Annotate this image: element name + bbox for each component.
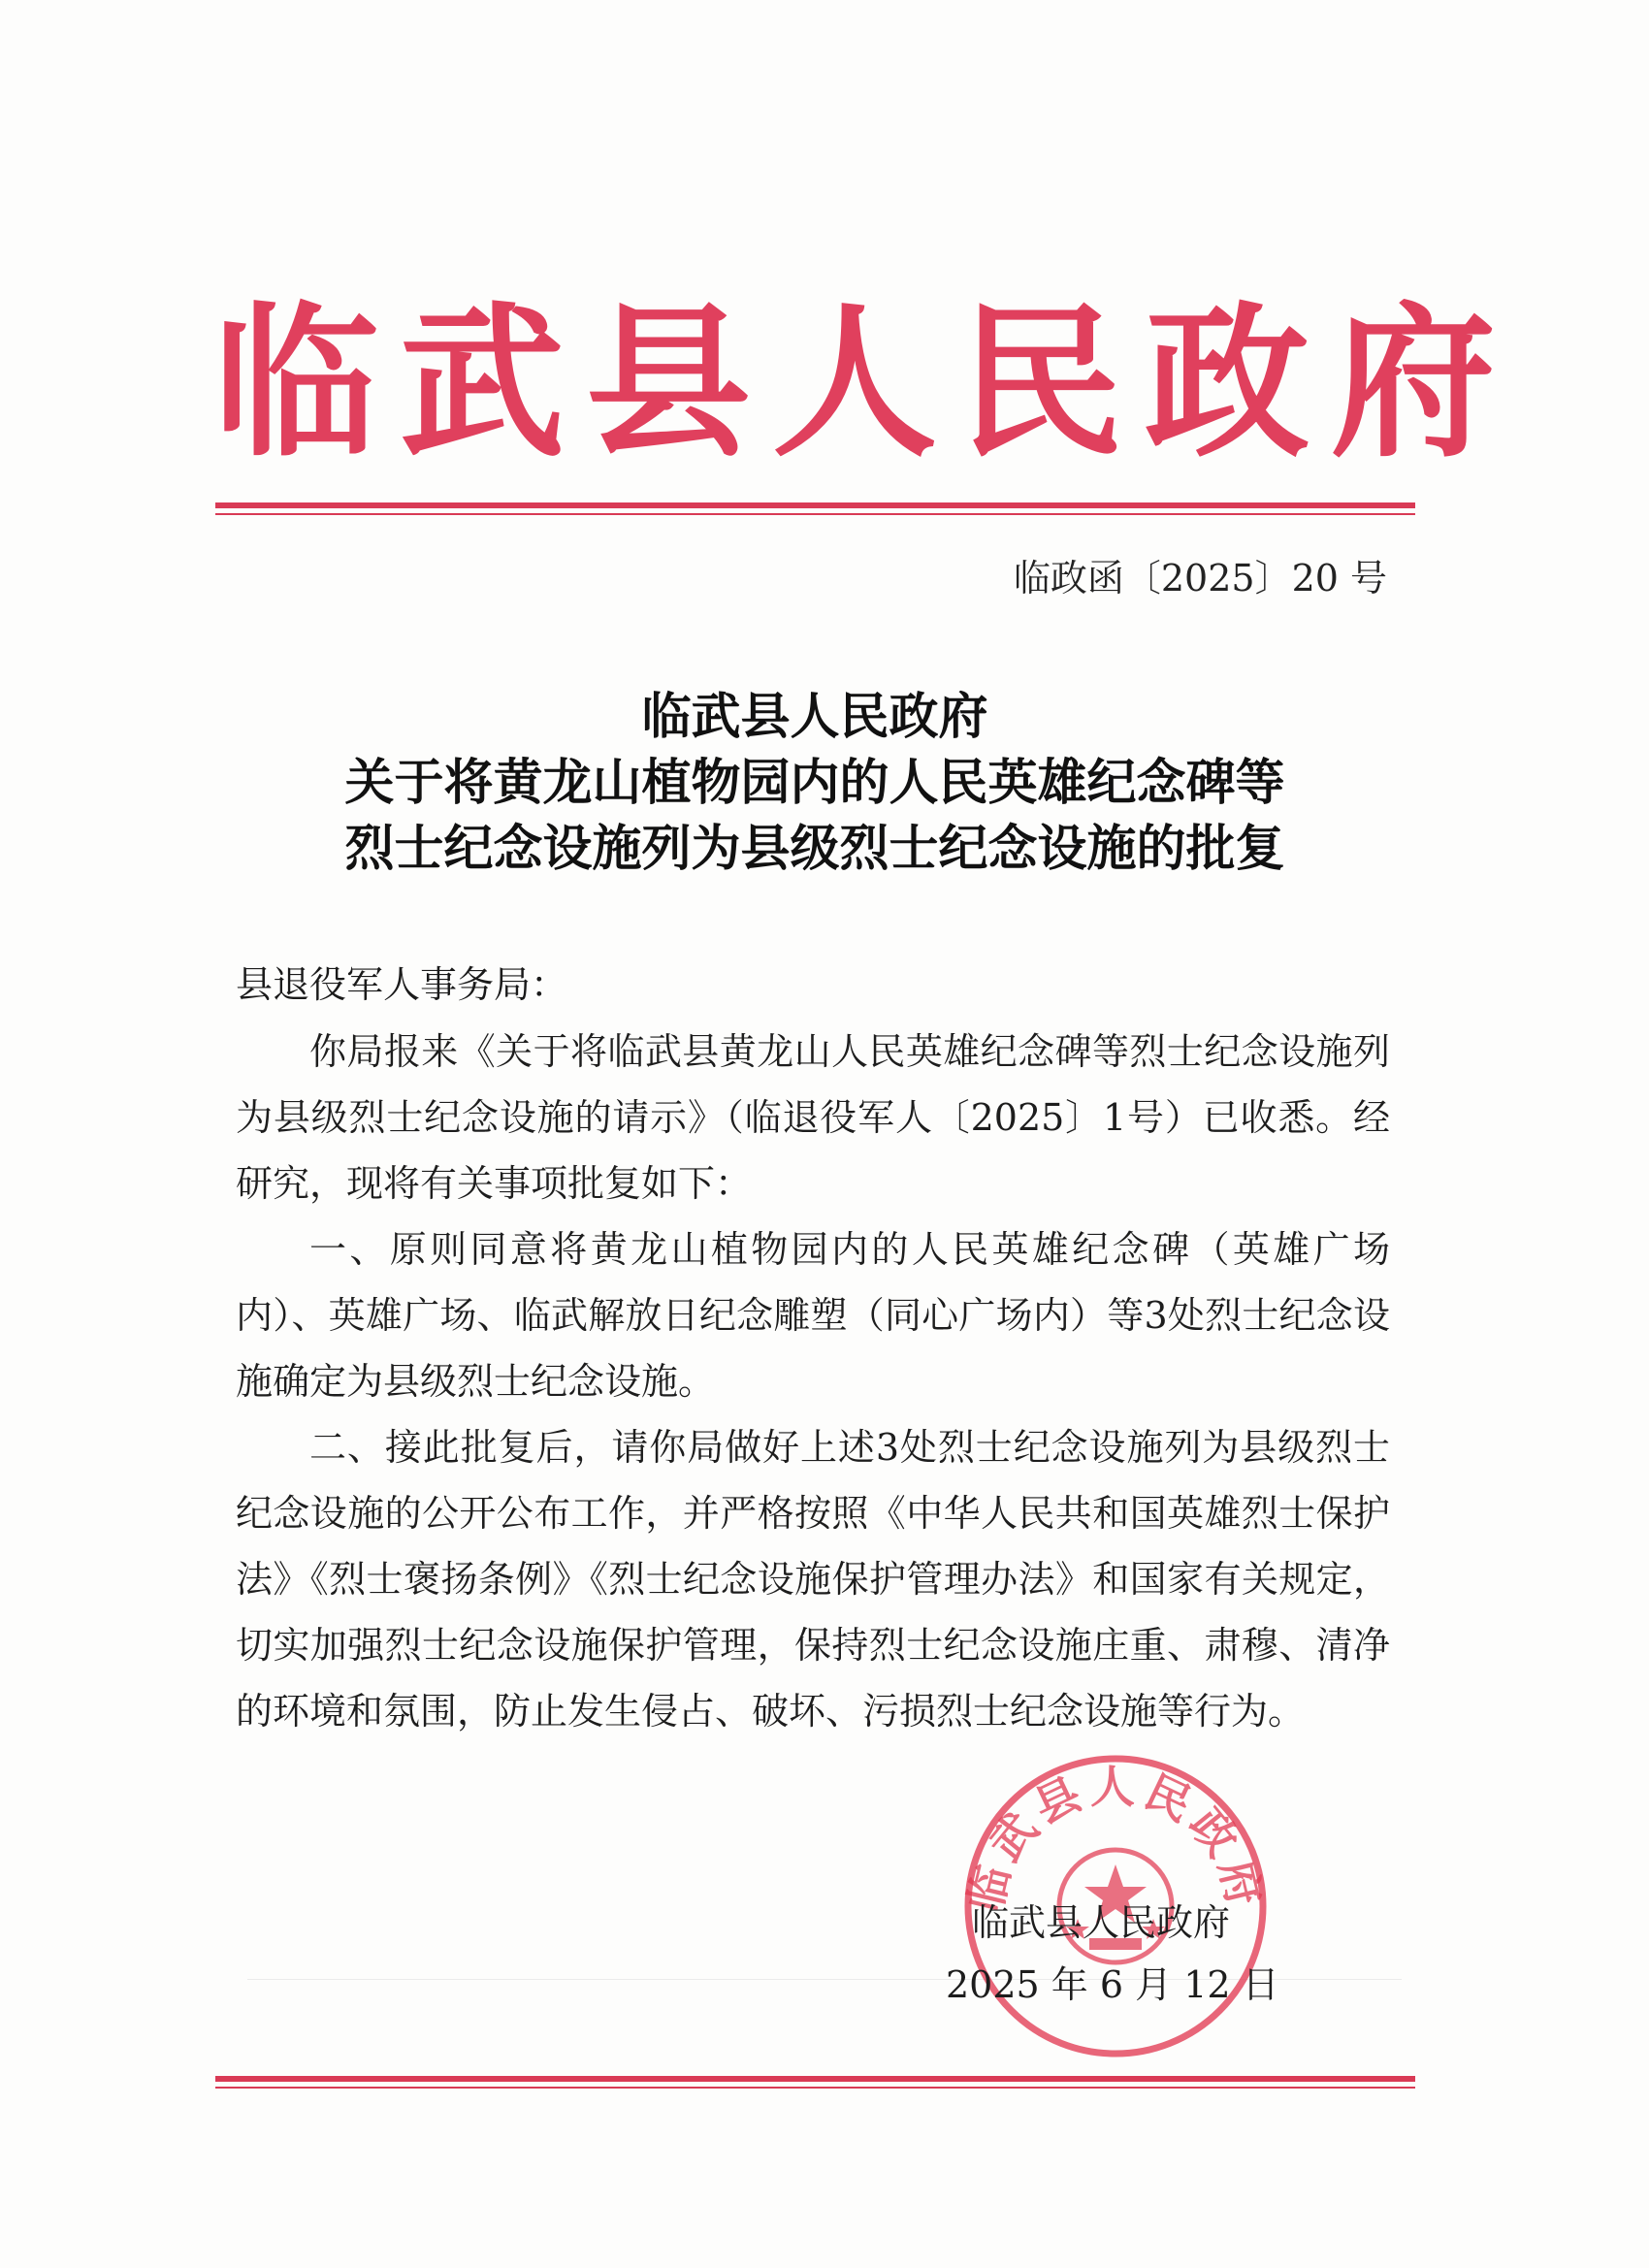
document-title	[223, 684, 1406, 882]
document-number: 临政函〔2025〕20 号	[1013, 557, 1387, 599]
masthead-title: 临武县人民政府	[213, 286, 1518, 480]
signature-org: 临武县人民政府	[971, 1901, 1230, 1944]
paragraph-intro: 你局报来《关于将临武县黄龙山人民英雄纪念碑等烈士纪念设施列为县级烈士纪念设施的请示》（临退役军人〔2025〕1号）已收悉。经研究，现将有关事项批复如下：	[236, 1030, 1390, 1205]
addressee: 县退役军人事务局：	[236, 963, 568, 1006]
body-text	[236, 1019, 1390, 1744]
top-red-rule-thick	[215, 502, 1415, 508]
paragraph-item-2: 二、接此批复后，请你局做好上述3处烈士纪念设施列为县级烈士纪念设施的公开公布工作，并严格按照《中华人民共和国英雄烈士保护法》《烈士褒扬条例》《烈士纪念设施保护管理办法》和国家有关规定，切实加强烈士纪念设施保护管理，保持烈士纪念设施庄重、肃穆、清净的环境和氛围，防止发生侵占、破坏、污损烈士纪念设施等行为。	[236, 1426, 1390, 1733]
signature-date: 2025 年 6 月 12 日	[946, 1963, 1279, 2006]
title-line-2: 关于将黄龙山植物园内的人民英雄纪念碑等	[344, 754, 1285, 812]
signature-block	[946, 1892, 1279, 2016]
title-line-1: 临武县人民政府	[641, 688, 988, 746]
seal-text: 临武县人民政府	[958, 1761, 1273, 1917]
bottom-red-rule-thick	[215, 2076, 1415, 2082]
top-red-rule-thin	[215, 513, 1415, 515]
bottom-red-rule-thin	[215, 2087, 1415, 2089]
title-line-3: 烈士纪念设施列为县级烈士纪念设施的批复	[344, 820, 1285, 878]
paragraph-item-1: 一、原则同意将黄龙山植物园内的人民英雄纪念碑（英雄广场内）、英雄广场、临武解放日纪念雕塑（同心广场内）等3处烈士纪念设施确定为县级烈士纪念设施。	[236, 1228, 1390, 1403]
